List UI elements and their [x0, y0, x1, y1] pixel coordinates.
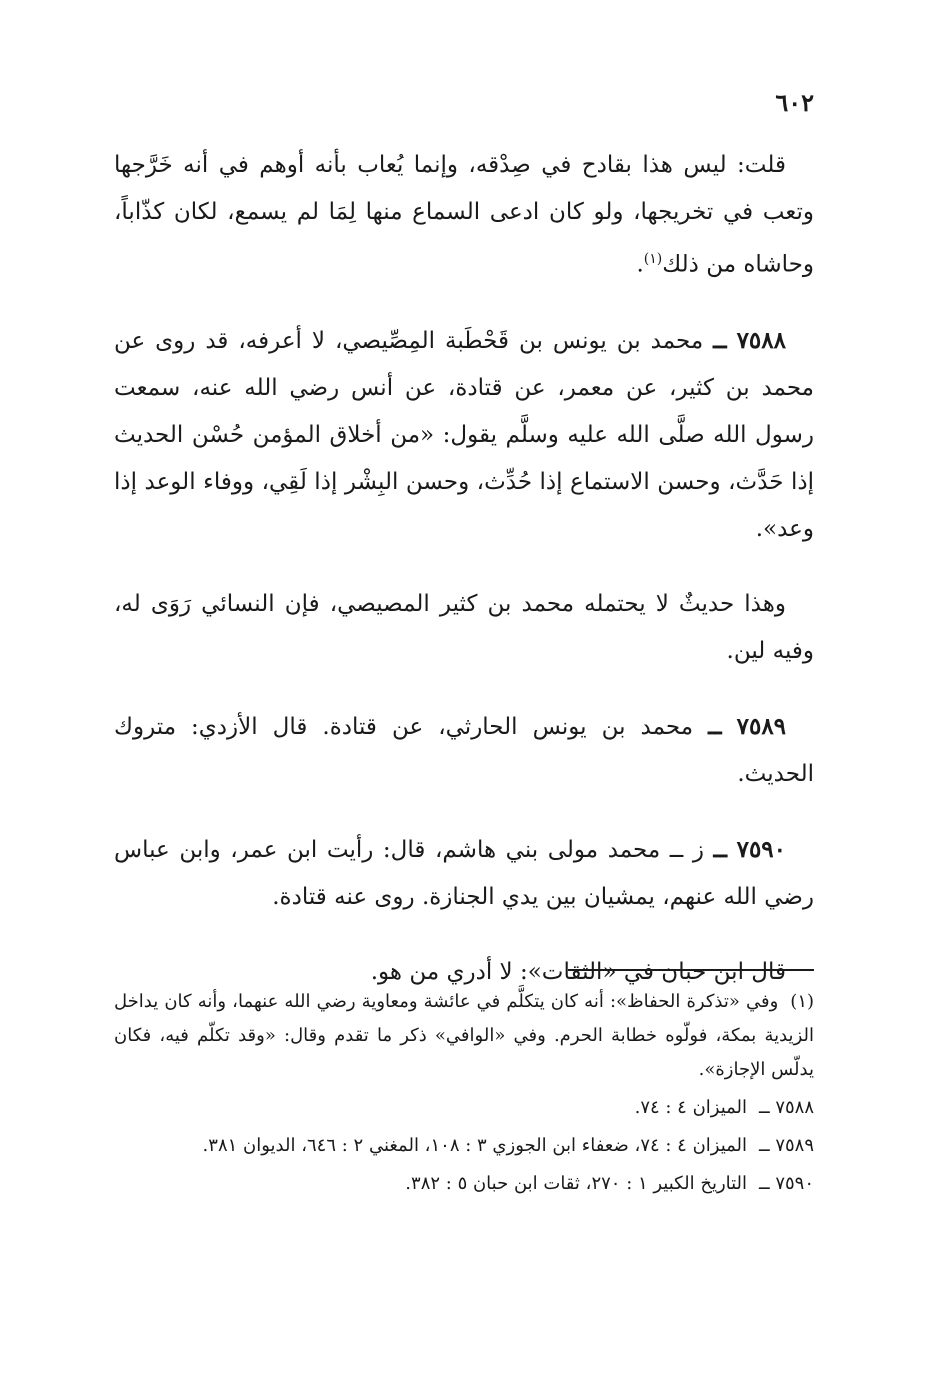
paragraph-end: .	[636, 251, 644, 278]
footnote-7590	[114, 1167, 814, 1201]
entry-number: ٧٥٩٠	[736, 835, 787, 863]
entry-7590-comment: قال ابن حبان في «الثقات»: لا أدري من هو.	[370, 958, 786, 985]
page-number: ٦٠٢	[775, 88, 814, 117]
footnote-label: ٧٥٨٨ ــ	[759, 1097, 814, 1118]
entry-7588	[114, 317, 814, 553]
entry-dash: ــ	[713, 835, 728, 863]
entry-text: ز ــ محمد مولى بني هاشم، قال: رأيت ابن عمر، وابن عباس رضي الله عنهم، يمشيان بين يدي الجنازة. روى عنه قتادة.	[114, 836, 814, 910]
footnote-label: ٧٥٩٠ ــ	[759, 1173, 814, 1194]
entry-number: ٧٥٨٩	[736, 712, 787, 740]
footnote-label: ٧٥٨٩ ــ	[759, 1135, 814, 1156]
entry-dash: ــ	[708, 712, 722, 740]
footnote-text: الميزان ٤ : ٧٤، ضعفاء ابن الجوزي ٣ : ١٠٨، المغني ٢ : ٦٤٦، الديوان ٣٨١.	[202, 1135, 748, 1156]
footnote-text: التاريخ الكبير ١ : ٢٧٠، ثقات ابن حبان ٥ : ٣٨٢.	[405, 1173, 748, 1194]
footnote-label: (١)	[790, 991, 815, 1012]
paragraph-qult	[114, 142, 814, 289]
footnote-1	[114, 985, 814, 1087]
entry-dash: ــ	[713, 326, 727, 354]
entry-number: ٧٥٨٨	[736, 326, 786, 354]
footnote-text: الميزان ٤ : ٧٤.	[634, 1097, 748, 1118]
footnote-ref: (١)	[643, 251, 663, 267]
entry-text: محمد بن يونس بن قَحْطَبة المِصِّيصي، لا أعرفه، قد روى عن محمد بن كثير، عن معمر، عن قتادة، عن أنس رضي الله عنه، سمعت رسول الله صلَّى الله عليه وسلَّم يقول: «من أخلاق المؤمن حُسْن الحديث إذا حَدَّث، وحسن الاستماع إذا حُدِّث، وحسن البِشْر إذا لَقِي، ووفاء الوعد إذا وعد».	[114, 327, 814, 542]
footnote-text: وفي «تذكرة الحفاظ»: أنه كان يتكلَّم في عائشة ومعاوية رضي الله عنهما، وأنه كان يداخل الزيدية بمكة، فولّوه خطابة الحرم. وفي «الوافي» ذكر ما تقدم وقال: «وقد تكلّم فيه، فكان يدلّس الإجازة».	[114, 991, 814, 1080]
footnote-7588	[114, 1091, 814, 1125]
footnote-7589	[114, 1129, 814, 1163]
paragraph-text: قلت: ليس هذا بقادح في صِدْقه، وإنما يُعاب بأنه أوهم في أنه خَرَّجها وتعب في تخريجها، ولو كان ادعى السماع منها لِمَا لم يسمع، لكان كذّاباً، وحاشاه من ذلك	[114, 152, 814, 278]
entry-7590	[114, 826, 814, 921]
entry-text: محمد بن يونس الحارثي، عن قتادة. قال الأزدي: متروك الحديث.	[114, 713, 814, 787]
footnote-divider	[568, 969, 814, 971]
footnotes	[114, 985, 814, 1205]
entry-7588-comment: وهذا حديثٌ لا يحتمله محمد بن كثير المصيصي، فإن النسائي رَوَى له، وفيه لين.	[114, 590, 814, 664]
main-text	[114, 142, 814, 1024]
entry-7589	[114, 703, 814, 798]
